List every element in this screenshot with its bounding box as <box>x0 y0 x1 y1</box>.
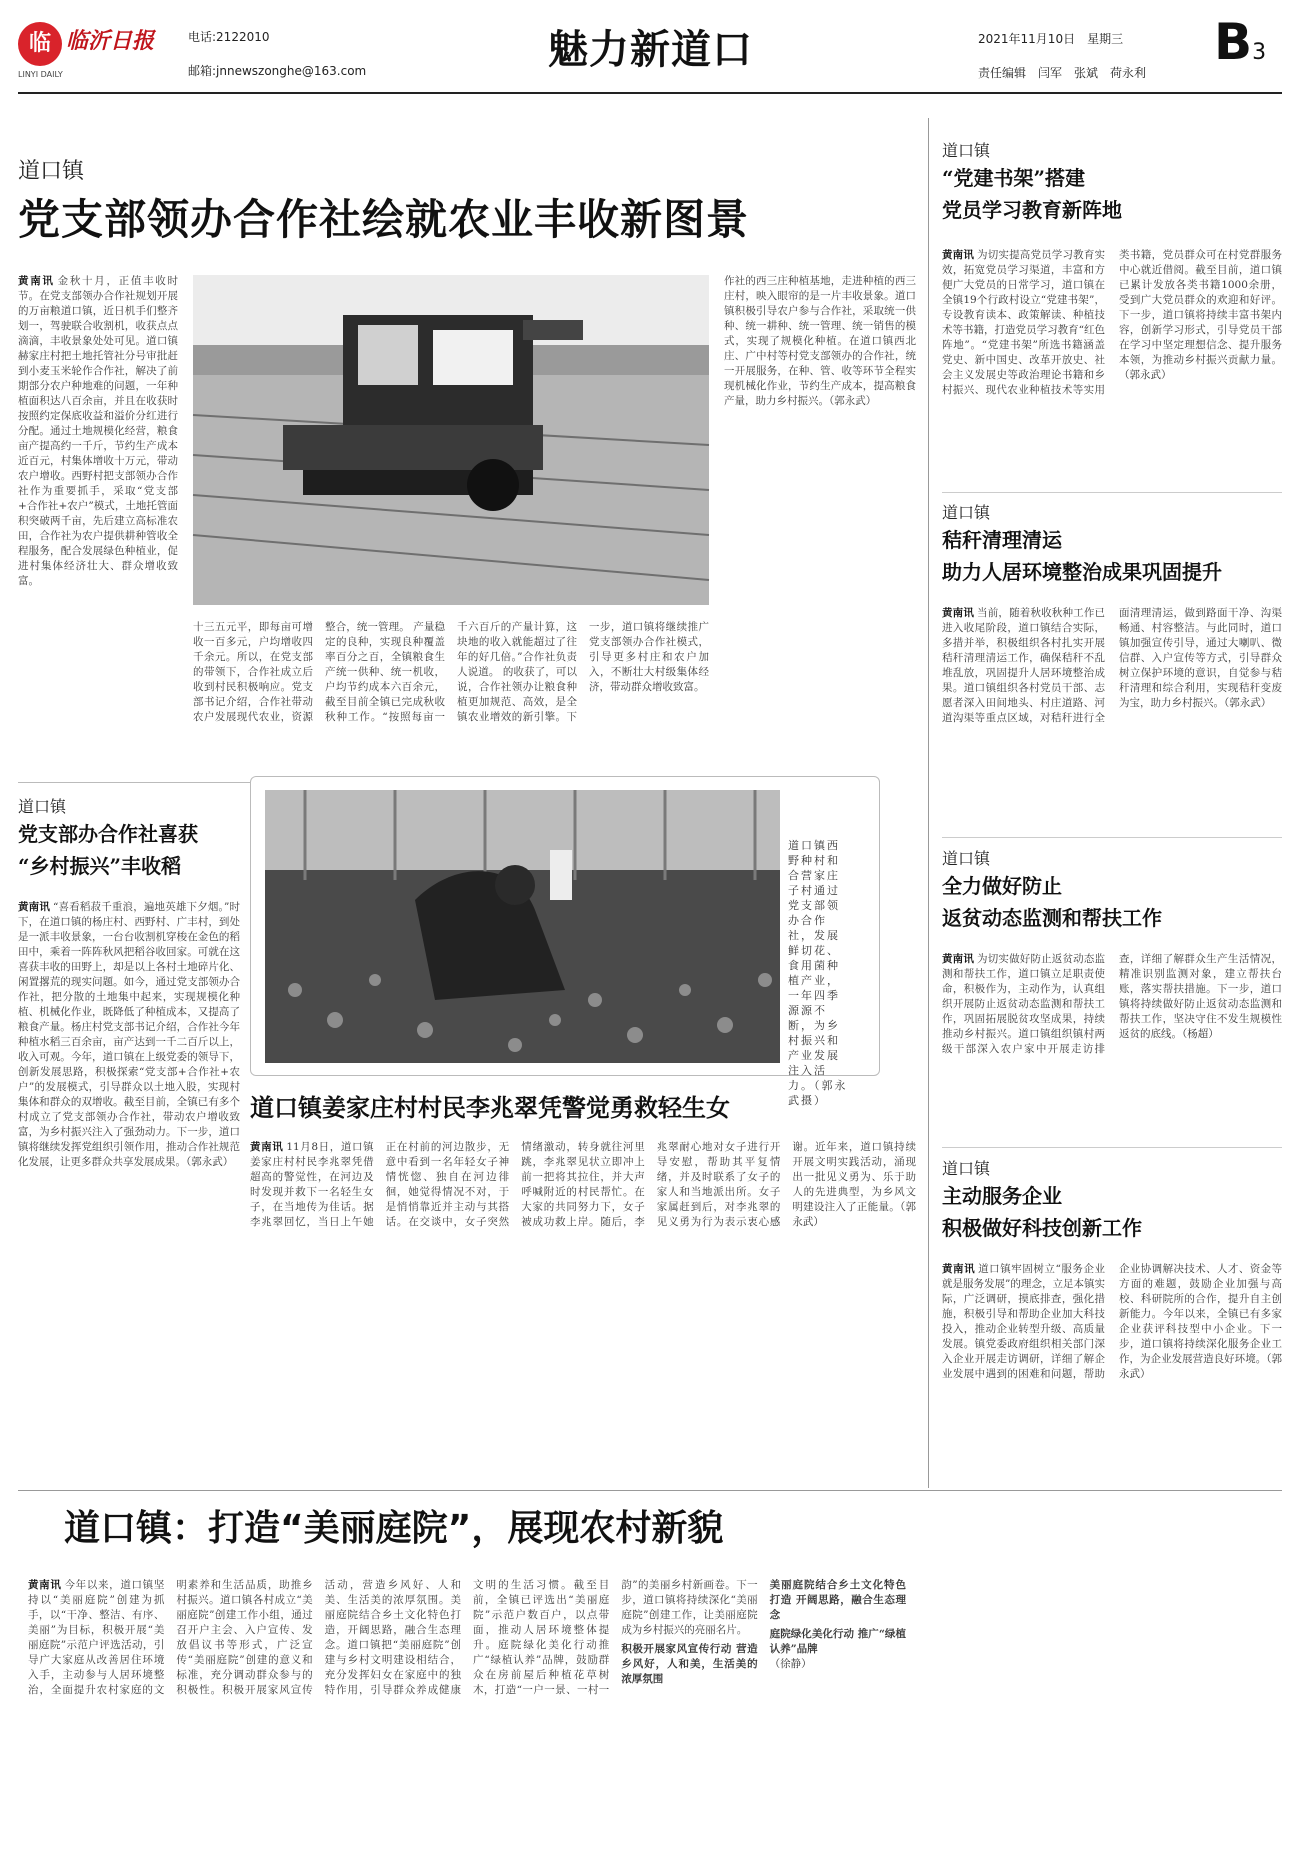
story4-subhead: 庭院绿化美化行动 推广“绿植认养”品牌 <box>769 1628 906 1655</box>
side4-byline: 黄南讯 <box>942 1263 976 1275</box>
photo-caption <box>788 838 850 1107</box>
side3-headline-line1: 全力做好防止 <box>942 874 1062 898</box>
section-divider <box>18 782 250 783</box>
story4-subhead: 积极开展家风宣传行动 营造乡风好，人和美，生活美的浓厚氛围 <box>621 1643 758 1685</box>
contact-phone: 电话:2122010 <box>188 30 270 44</box>
harvester-photo <box>193 275 709 605</box>
section-divider <box>942 492 1282 493</box>
lead-col4-text: 的收获了，可以说，合作社领办让粮食种植更加规范、高效，是全镇农业增效的新引擎。下一步，道口镇将继续推广党支部领办合作社模式，引导更多村庄和农户加入，不断壮大村级集体经济，带动群众增收致富。 <box>457 621 709 723</box>
section-divider <box>942 1147 1282 1148</box>
newspaper-name: 临沂日报 <box>66 28 155 54</box>
photo-caption-signature: （郭永武摄） <box>788 1079 848 1107</box>
side1-kicker: 道口镇 <box>942 141 991 160</box>
story2-signature: （郭永武） <box>186 1156 234 1168</box>
side4-headline-line1: 主动服务企业 <box>942 1184 1062 1208</box>
side1-body <box>942 248 1282 480</box>
side1-text: 为切实提高党员学习教育实效，拓宽党员学习渠道，丰富和方便广大党员的日常学习，道口镇在全镇19个行政村设立“党建书架”，专设教育读本、政策解读、种植技术等书籍，打造党员学习教育“红色阵地”。“党建书架”所选书籍涵盖党史、新中国史、改革开放史、社会主义发展史等政治理论书籍和乡村振兴、现代农业种植技术等实用类书籍，党员群众可在村党群服务中心就近借阅。截至目前，道口镇已累计发放各类书籍1000余册，受到广大党员群众的欢迎和好评。下一步，道口镇将持续丰富书架内容，创新学习形式，引导党员干部在学习中坚定理想信念、提升服务本领，为推动乡村振兴贡献力量。 <box>942 249 1282 396</box>
side4-text: 道口镇牢固树立“服务企业就是服务发展”的理念，立足本镇实际，广泛调研，摸底排查，强化措施，积极引导和帮助企业加大科技投入，推动企业转型升级、高质量发展。镇党委政府组织相关部门深入企业开展走访调研，详细了解企业发展中遇到的困难和问题，帮助企业协调解决技术、人才、资金等方面的难题，鼓励企业加强与高校、科研院所的合作，提升自主创新能力。今年以来，全镇已有多家企业获评科技型中小企业。下一步，道口镇将持续深化服务企业工作，为企业发展营造良好环境。 <box>942 1263 1282 1380</box>
story4-subhead: 美丽庭院结合乡土文化特色打造 开阔思路，融合生态理念 <box>769 1579 906 1621</box>
lead-kicker: 道口镇 <box>18 159 85 184</box>
side3-text: 为切实做好防止返贫动态监测和帮扶工作，道口镇立足职责使命，积极作为，主动作为，认真组织开展防止返贫动态监测和帮扶工作，巩固拓展脱贫攻坚成果，持续推动乡村振兴。道口镇组织镇村两级干部深入农户家中开展走访排查，详细了解群众生产生活情况，精准识别监测对象，建立帮扶台账，落实帮扶措施。下一步，道口镇将持续做好防止返贫动态监测和帮扶工作，坚决守住不发生规模性返贫的底线。 <box>942 953 1282 1055</box>
responsible-editors: 责任编辑 闫军 张斌 荷永利 <box>978 66 1147 80</box>
side3-headline-line2: 返贫动态监测和帮扶工作 <box>942 906 1162 930</box>
side3-headline <box>942 870 1162 934</box>
greenhouse-illustration <box>265 790 780 1063</box>
page-letter: B <box>1214 13 1253 71</box>
story3-signature: （郭永武） <box>792 1201 916 1228</box>
page-number <box>1214 14 1266 81</box>
story4-signature: （徐静） <box>769 1658 812 1670</box>
section-divider <box>942 837 1282 838</box>
side4-body <box>942 1262 1282 1478</box>
side4-headline-line2: 积极做好科技创新工作 <box>942 1216 1142 1240</box>
side2-body <box>942 606 1282 828</box>
story2-body <box>18 900 240 1478</box>
side4-headline <box>942 1180 1142 1244</box>
story4-text: 今年以来，道口镇坚持以“美丽庭院”创建为抓手，以“干净、整洁、有序、美丽”为目标，积极开展“美丽庭院”示范户评选活动，引导广大家庭从改善居住环境入手，主动参与人居环境整治，全面提升农村家庭的文明素养和生活品质，助推乡村振兴。道口镇各村成立“美丽庭院”创建工作小组，通过召开户主会、入户宣传、发放倡议书等形式，广泛宣传“美丽庭院”创建的意义和标准，充分调动群众参与的积极性。积极开展家风宣传活动，营造乡风好、人和美、生活美的浓厚氛围。美丽庭院结合乡土文化特色打造，开阔思路，融合生态理念。道口镇把“美丽庭院”创建与乡村文明建设相结合，充分发挥妇女在家庭中的独特作用，引导群众养成健康文明的生活习惯。截至目前，全镇已评选出“美丽庭院”示范户数百户，以点带面，推动人居环境整体提升。庭院绿化美化行动推广“绿植认养”品牌，鼓励群众在房前屋后种植花草树木，打造“一户一景、一村一韵”的美丽乡村新画卷。下一步，道口镇将持续深化“美丽庭院”创建工作，让美丽庭院成为乡村振兴的亮丽名片。 <box>28 1579 758 1696</box>
newspaper-english-name: LINYI DAILY <box>18 70 63 79</box>
lead-byline: 黄南讯 <box>18 275 55 287</box>
side3-kicker: 道口镇 <box>942 849 991 868</box>
lead-col2-text: 十三五元平，即每亩可增收一百多元，户均增收四千余元。所以，在党支部的带领下，合作社成立后收到村民积极响应。党支部书记介绍，合作社带动农户发展现代农业，资源整合，统一管理。 <box>193 621 410 723</box>
side1-byline: 黄南讯 <box>942 249 975 261</box>
page-digit: 3 <box>1252 40 1267 65</box>
side2-headline-line1: 秸秆清理清运 <box>942 528 1062 552</box>
harvester-illustration <box>193 275 709 605</box>
side2-byline: 黄南讯 <box>942 607 975 619</box>
greenhouse-photo <box>265 790 780 1063</box>
section-divider <box>18 1490 1282 1491</box>
side3-body <box>942 952 1282 1138</box>
side3-signature: （杨超） <box>1182 1028 1219 1040</box>
story2-kicker: 道口镇 <box>18 797 67 816</box>
contact-email: 邮箱:jnnewszonghe@163.com <box>188 64 367 78</box>
lead-col3-text: 产量稳定的良种，实现良种覆盖率百分之百，全镇粮食生产统一供种、统一机收，户均节约成本六百余元，截至目前全镇已完成秋收秋种工作。“按照每亩一千六百斤的产量计算，这块地的收入就能超过了往年的好几倍。”合作社负责人说道。 <box>325 621 577 723</box>
story4-byline: 黄南讯 <box>28 1579 62 1591</box>
side3-byline: 黄南讯 <box>942 953 975 965</box>
lead-intro-text: 金秋十月，正值丰收时节。在党支部领办合作社规划开展的万亩粮道口镇，近日机手们整齐划一，驾驶联合收割机，收获点点滴滴，丰收景象处处可见。道口镇赫家庄村把土地托管社分号审批赶到小麦玉米轮作合作社，解决了前期部分农户种地难的问题，一年种植面积达八百余亩，并且在收获时按照约定保底收益和溢价分红进行分配。通过土地规模化经营，粮食亩产提高约一千斤，节约生产成本近百元，村集体增收十万元，带动农户增收。西野村把支部领办合作社作为重要抓手，采取“党支部+合作社+农户”模式，土地托管面积突破两千亩，先后建立高标准农田，合作社为农户提供耕种管收全程服务，配合发展绿色种植业，促进村集体经济壮大、群众增收致富。 <box>18 275 178 587</box>
side2-kicker: 道口镇 <box>942 503 991 522</box>
side4-kicker: 道口镇 <box>942 1159 991 1178</box>
side2-headline-line2: 助力人居环境整治成果巩固提升 <box>942 560 1222 584</box>
story2-headline-line1: 党支部办合作社喜获 <box>18 822 198 846</box>
story4-body <box>28 1578 906 1836</box>
story2-byline: 黄南讯 <box>18 901 50 913</box>
section-title: 魅力新道口 <box>548 27 753 73</box>
story3-body <box>250 1140 916 1478</box>
story3-text: 11月8日，道口镇姜家庄村村民李兆翠凭借超高的警觉性，在河边及时发现并救下一名轻生女子，在当地传为佳话。据李兆翠回忆，当日上午她正在村前的河边散步，无意中看到一名年轻女子神情恍惚、独自在河边徘徊，她觉得情况不对，于是悄悄靠近并主动与其搭话。在交谈中，女子突然情绪激动，转身就往河里跳，李兆翠见状立即冲上前一把将其拉住，并大声呼喊附近的村民帮忙。在大家的共同努力下，女子被成功救上岸。随后，李兆翠耐心地对女子进行开导安慰，帮助其平复情绪，并及时联系了女子的家人和当地派出所。女子家属赶到后，对李兆翠的见义勇为行为表示衷心感谢。近年来，道口镇持续开展文明实践活动，涌现出一批见义勇为、乐于助人的先进典型，为乡风文明建设注入了正能量。 <box>250 1141 916 1228</box>
story2-text: “喜看稻菽千重浪，遍地英雄下夕烟。”时下，在道口镇的杨庄村、西野村、广丰村，到处是一派丰收景象，一台台收割机穿梭在金色的稻田中，乘着一阵阵秋风把稻谷收回家。可就在这喜获丰收的田野上，却是以上各村土地碎片化、闲置撂荒的现实问题。如今，通过党支部领办合作社，把分散的土地集中起来，实现规模化种植、机械化作业，既降低了种植成本，又提高了粮食产量。杨庄村党支部书记介绍，合作社今年种植水稻三百余亩，亩产达到一千二百斤以上，收入可观。今年，道口镇在上级党委的领导下，创新发展思路，积极探索“党支部+合作社+农户”的发展模式，引导群众以土地入股，实现村集体和群众的双增收。截至目前，全镇已有多个村成立了党支部领办合作社，带动农户增收致富，为乡村振兴注入了强劲动力。下一步，道口镇将继续发挥党组织引领作用，推动合作社规范化发展，让更多群众共享发展成果。 <box>18 901 240 1168</box>
side2-headline <box>942 524 1222 588</box>
lead-col5-text: 作社的西三庄种植基地，走进种植的西三庄村，映入眼帘的是一片丰收景象。道口镇积极引导农户参与合作社，采取统一供种、统一耕种、统一管理、统一销售的模式，实现了规模化种植。在道口镇西北庄、广中村等村党支部领办的合作社，统一开展服务，在种、管、收等环节全程实现机械化作业，节约生产成本，提高粮食产量，助力乡村振兴。（郭永武） <box>724 275 916 407</box>
issue-date: 2021年11月10日 星期三 <box>978 32 1124 46</box>
side1-headline-line1: “党建书架”搭建 <box>942 166 1086 190</box>
story2-headline <box>18 818 198 882</box>
story4-headline: 道口镇：打造“美丽庭院”，展现农村新貌 <box>64 1508 724 1549</box>
newspaper-logo: 临 <box>18 22 62 66</box>
photo-caption-text: 道口镇西野种村和合营家庄子村通过党支部领办合作社，发展鲜切花、食用菌种植产业，一年四季源源不断，为乡村振兴和产业发展注入活力。（郭永武摄） <box>788 839 848 1107</box>
lead-intro-column <box>18 274 178 762</box>
column-divider <box>928 118 929 1488</box>
side2-signature: （郭永武） <box>1224 697 1272 709</box>
lead-headline: 党支部领办合作社绘就农业丰收新图景 <box>18 195 750 244</box>
side1-headline-line2: 党员学习教育新阵地 <box>942 198 1122 222</box>
lead-body-bottom <box>193 620 709 762</box>
masthead-rule <box>18 92 1282 94</box>
story2-headline-line2: “乡村振兴”丰收稻 <box>18 854 182 878</box>
story3-byline: 黄南讯 <box>250 1141 284 1153</box>
side1-signature: （郭永武） <box>1119 369 1172 381</box>
side2-text: 当前，随着秋收秋种工作已进入收尾阶段，道口镇结合实际，多措并举，积极组织各村扎实开展秸秆清理清运工作，确保秸秆不乱堆乱放，巩固提升人居环境整治成果。道口镇组织各村党员干部、志愿者深入田间地头、村庄道路、河道沟渠等重点区域，对秸秆进行全面清理清运，做到路面干净、沟渠畅通、村容整洁。与此同时，道口镇加强宣传引导，通过大喇叭、微信群、入户宣传等方式，引导群众树立保护环境的意识，自觉参与秸秆清理和综合利用，实现秸秆变废为宝，助力乡村振兴。 <box>942 607 1282 724</box>
lead-right-column <box>724 274 916 762</box>
story3-headline: 道口镇姜家庄村村民李兆翠凭警觉勇救轻生女 <box>250 1093 730 1122</box>
side1-headline <box>942 162 1122 226</box>
side4-signature: （郭永武） <box>1119 1353 1283 1380</box>
